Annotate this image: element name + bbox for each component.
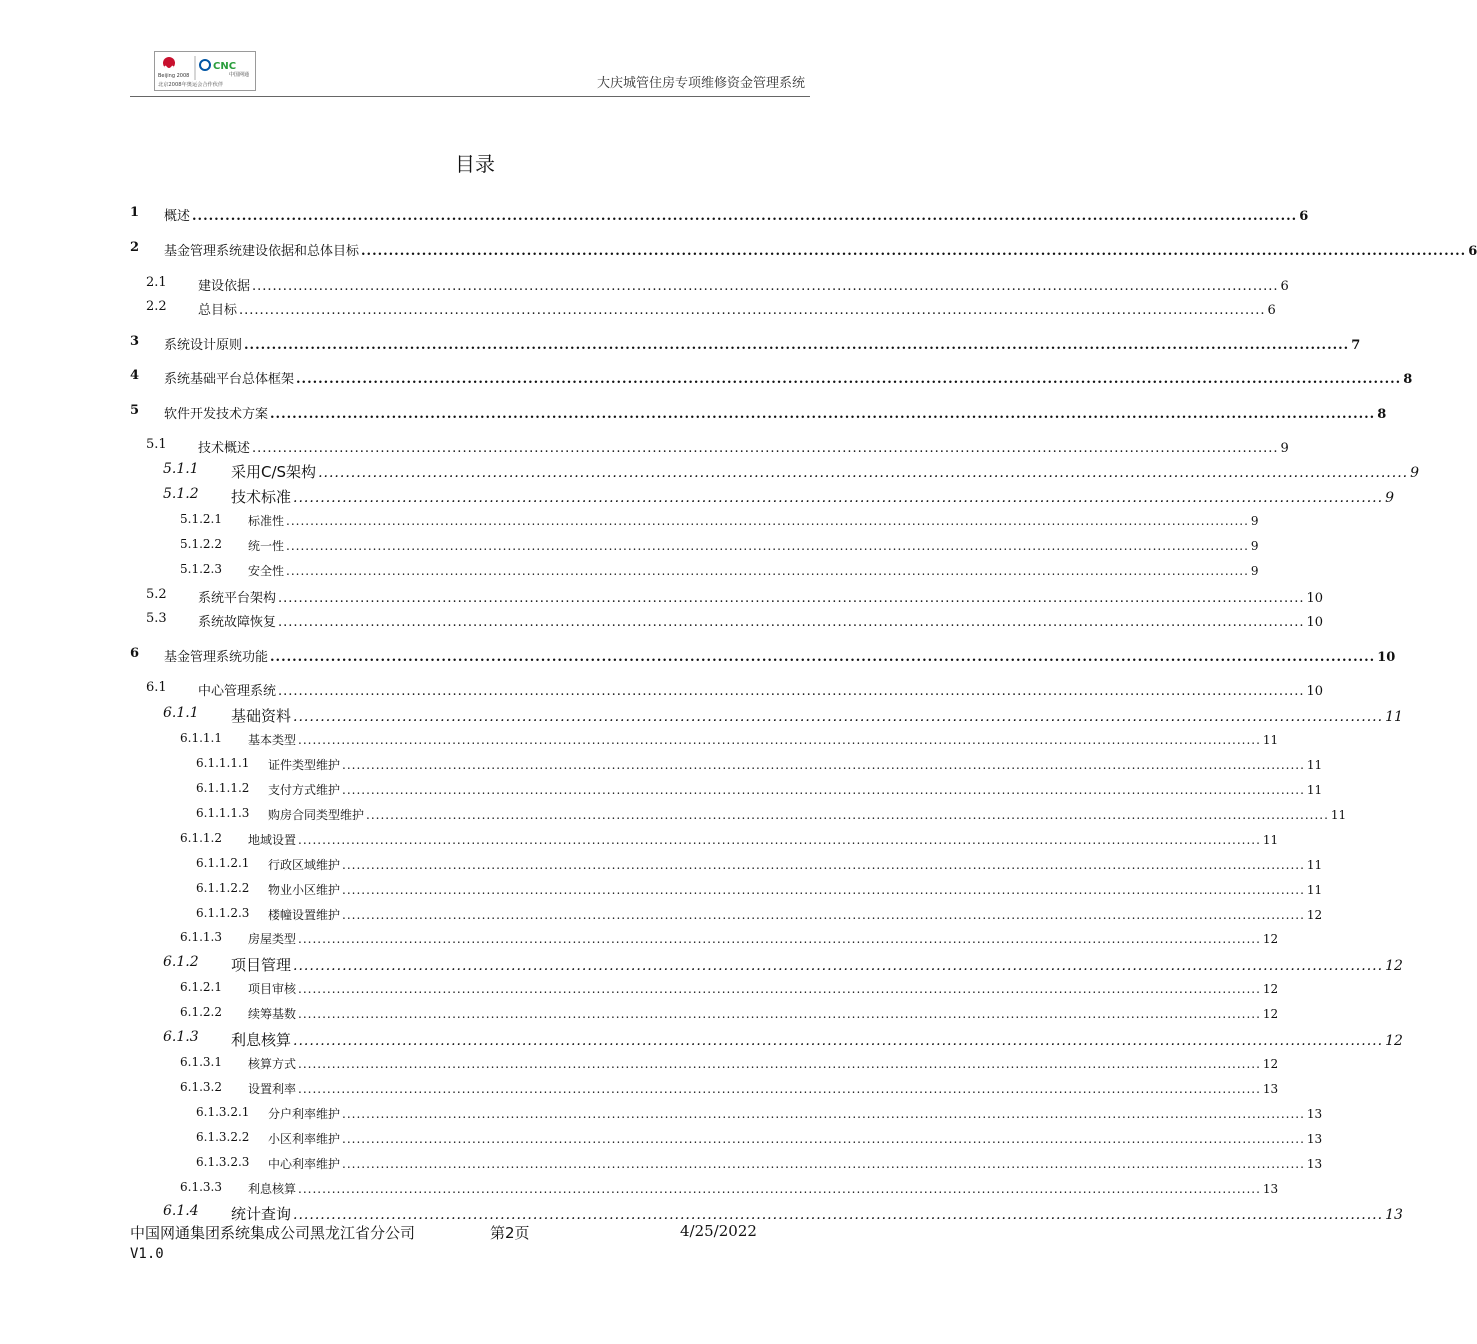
toc-entry-title: 续筹基数 bbox=[248, 1007, 297, 1021]
toc-leader-dots: ........................................................................................................................................................................................................ bbox=[298, 1082, 1261, 1096]
company-logo bbox=[154, 51, 256, 91]
toc-entry-title: 软件开发技术方案 bbox=[164, 407, 269, 422]
toc-entry-page: 13 bbox=[1306, 1107, 1323, 1121]
toc-entry-number: 6.1.3 bbox=[163, 1029, 199, 1045]
toc-leader-dots: ........................................................................................................................................................................................................ bbox=[366, 808, 1329, 822]
toc-entry-title: 总目标 bbox=[198, 303, 238, 318]
toc-entry-title: 项目审核 bbox=[248, 982, 297, 996]
toc-entry-number: 6.1.1.2 bbox=[180, 831, 222, 845]
toc-entry-page: 12 bbox=[1385, 1033, 1403, 1049]
toc-entry-title: 系统基础平台总体框架 bbox=[164, 372, 295, 387]
toc-entry-title: 设置利率 bbox=[248, 1082, 297, 1096]
toc-entry-page: 11 bbox=[1306, 758, 1323, 772]
toc-entry-number: 5.2 bbox=[146, 587, 167, 602]
toc-leader-dots: ........................................................................................................................................................................................................ bbox=[298, 1182, 1261, 1196]
toc-entry-title: 采用C/S架构 bbox=[231, 463, 317, 481]
toc-entry-number: 1 bbox=[130, 205, 140, 220]
header-title: 大庆城管住房专项维修资金管理系统 bbox=[596, 76, 805, 91]
toc-leader-dots: ........................................................................................................................................................................................................ bbox=[296, 372, 1402, 387]
toc-entry-number: 5.1.2.3 bbox=[180, 562, 222, 576]
toc-entry-page: 12 bbox=[1262, 1007, 1279, 1021]
toc-entry-number: 2.2 bbox=[146, 299, 167, 314]
toc-entry-title: 利息核算 bbox=[231, 1031, 292, 1049]
toc-leader-dots: ........................................................................................................................................................................................................ bbox=[293, 490, 1384, 506]
toc-leader-dots: ........................................................................................................................................................................................................ bbox=[293, 709, 1384, 725]
toc-leader-dots: ........................................................................................................................................................................................................ bbox=[298, 932, 1261, 946]
toc-entry-page: 11 bbox=[1262, 833, 1279, 847]
toc-entry-title: 统一性 bbox=[248, 539, 285, 553]
toc-entry-number: 6.1.1.1.2 bbox=[196, 781, 250, 795]
toc-entry-page: 6 bbox=[1280, 279, 1289, 294]
toc-entry-title: 核算方式 bbox=[248, 1057, 297, 1071]
toc-entry-page: 9 bbox=[1250, 514, 1259, 528]
logo-text-beijing: Beijing 2008 bbox=[158, 73, 190, 79]
page-title: 目录 bbox=[455, 152, 495, 176]
toc-entry-number: 6.1.2 bbox=[163, 954, 199, 970]
toc-leader-dots: ........................................................................................................................................................................................................ bbox=[342, 1157, 1305, 1171]
toc-entry-title: 统计查询 bbox=[231, 1205, 292, 1223]
toc-leader-dots: ........................................................................................................................................................................................................ bbox=[342, 883, 1305, 897]
toc-leader-dots: ........................................................................................................................................................................................................ bbox=[298, 733, 1261, 747]
toc-entry-page: 10 bbox=[1306, 591, 1324, 606]
toc-entry-number: 6.1.3.1 bbox=[180, 1055, 222, 1069]
toc-entry-title: 支付方式维护 bbox=[268, 783, 341, 797]
toc-entry-page: 9 bbox=[1250, 539, 1259, 553]
toc-leader-dots: ........................................................................................................................................................................................................ bbox=[298, 833, 1261, 847]
toc-entry-title: 楼幢设置维护 bbox=[268, 908, 341, 922]
toc-entry-title: 小区利率维护 bbox=[268, 1132, 341, 1146]
toc-entry-title: 系统设计原则 bbox=[164, 338, 243, 353]
toc-entry-number: 6.1.1.2.2 bbox=[196, 881, 250, 895]
toc-entry-title: 基金管理系统建设依据和总体目标 bbox=[164, 244, 360, 259]
footer-date: 4/25/2022 bbox=[680, 1222, 757, 1240]
toc-leader-dots: ........................................................................................................................................................................................................ bbox=[270, 407, 1376, 422]
toc-entry-page: 9 bbox=[1410, 465, 1420, 481]
toc-entry-title: 地域设置 bbox=[248, 833, 297, 847]
toc-entry-page: 11 bbox=[1306, 858, 1323, 872]
toc-entry-number: 5.1.2.2 bbox=[180, 537, 222, 551]
toc-entry-page: 8 bbox=[1403, 372, 1413, 387]
toc-leader-dots: ........................................................................................................................................................................................................ bbox=[342, 858, 1305, 872]
toc-leader-dots: ........................................................................................................................................................................................................ bbox=[286, 514, 1249, 528]
toc-entry-page: 13 bbox=[1262, 1182, 1279, 1196]
toc-leader-dots: ........................................................................................................................................................................................................ bbox=[298, 982, 1261, 996]
toc-leader-dots: ........................................................................................................................................................................................................ bbox=[244, 338, 1350, 353]
toc-entry-number: 6.1.3.2.2 bbox=[196, 1130, 250, 1144]
toc-entry-page: 7 bbox=[1351, 338, 1361, 353]
toc-entry-number: 6.1.3.2.3 bbox=[196, 1155, 250, 1169]
logo-caption: 北京2008年奥运会合作伙伴 bbox=[158, 82, 224, 88]
toc-entry-page: 12 bbox=[1262, 982, 1279, 996]
toc-leader-dots: ........................................................................................................................................................................................................ bbox=[342, 1107, 1305, 1121]
toc-entry-number: 6.1.2.2 bbox=[180, 1005, 222, 1019]
toc-entry-page: 9 bbox=[1280, 441, 1289, 456]
toc-entry-number: 6.1 bbox=[146, 680, 167, 695]
toc-leader-dots: ........................................................................................................................................................................................................ bbox=[293, 1033, 1384, 1049]
toc-leader-dots: ........................................................................................................................................................................................................ bbox=[192, 209, 1298, 224]
toc-entry-title: 技术概述 bbox=[198, 441, 251, 456]
toc-entry-title: 基本类型 bbox=[248, 733, 297, 747]
toc-entry-title: 建设依据 bbox=[198, 279, 251, 294]
toc-entry-number: 4 bbox=[130, 368, 140, 383]
toc-entry-title: 房屋类型 bbox=[248, 932, 297, 946]
toc-entry-number: 6.1.1.1 bbox=[180, 731, 222, 745]
toc-leader-dots: ........................................................................................................................................................................................................ bbox=[298, 1007, 1261, 1021]
toc-entry-page: 13 bbox=[1385, 1207, 1403, 1223]
toc-entry-number: 5.1 bbox=[146, 437, 167, 452]
toc-entry-title: 基础资料 bbox=[231, 707, 292, 725]
toc-leader-dots: ........................................................................................................................................................................................................ bbox=[239, 303, 1266, 318]
toc-entry-page: 12 bbox=[1306, 908, 1323, 922]
toc-entry-number: 6.1.1 bbox=[163, 705, 199, 721]
toc-leader-dots: ........................................................................................................................................................................................................ bbox=[342, 908, 1305, 922]
toc-leader-dots: ........................................................................................................................................................................................................ bbox=[342, 1132, 1305, 1146]
toc-entry-page: 9 bbox=[1250, 564, 1259, 578]
toc-entry-title: 中心管理系统 bbox=[198, 684, 277, 699]
toc-entry-number: 5.3 bbox=[146, 611, 167, 626]
toc-leader-dots: ........................................................................................................................................................................................................ bbox=[361, 244, 1467, 259]
toc-leader-dots: ........................................................................................................................................................................................................ bbox=[252, 279, 1279, 294]
toc-leader-dots: ........................................................................................................................................................................................................ bbox=[286, 564, 1249, 578]
toc-entry-title: 证件类型维护 bbox=[268, 758, 341, 772]
toc-entry-page: 6 bbox=[1468, 244, 1477, 259]
logo-text-cn: 中国网通 bbox=[229, 72, 250, 78]
toc-entry-number: 5.1.2 bbox=[163, 486, 199, 502]
toc-entry-page: 12 bbox=[1385, 958, 1403, 974]
header-divider bbox=[130, 96, 810, 97]
toc-entry-title: 分户利率维护 bbox=[268, 1107, 341, 1121]
toc-entry-number: 6 bbox=[130, 646, 140, 661]
toc-leader-dots: ........................................................................................................................................................................................................ bbox=[342, 783, 1305, 797]
toc-entry-page: 11 bbox=[1385, 709, 1403, 725]
toc-entry-page: 11 bbox=[1306, 783, 1323, 797]
toc-leader-dots: ........................................................................................................................................................................................................ bbox=[278, 591, 1305, 606]
toc-entry-page: 13 bbox=[1262, 1082, 1279, 1096]
toc-entry-number: 5.1.2.1 bbox=[180, 512, 222, 526]
toc-entry-title: 行政区域维护 bbox=[268, 858, 341, 872]
toc-entry-page: 12 bbox=[1262, 1057, 1279, 1071]
toc-entry-number: 6.1.3.2 bbox=[180, 1080, 222, 1094]
toc-entry-number: 3 bbox=[130, 334, 140, 349]
footer-company: 中国网通集团系统集成公司黑龙江省分公司 bbox=[130, 1224, 416, 1242]
toc-entry-title: 中心利率维护 bbox=[268, 1157, 341, 1171]
toc-entry-page: 12 bbox=[1262, 932, 1279, 946]
toc-entry-page: 8 bbox=[1377, 407, 1387, 422]
toc-entry-title: 概述 bbox=[164, 209, 191, 224]
toc-leader-dots: ........................................................................................................................................................................................................ bbox=[278, 615, 1305, 630]
logo-text-cnc: CNC bbox=[213, 61, 237, 72]
toc-leader-dots: ........................................................................................................................................................................................................ bbox=[318, 465, 1409, 481]
toc-entry-title: 项目管理 bbox=[231, 956, 292, 974]
toc-entry-title: 安全性 bbox=[248, 564, 285, 578]
toc-entry-page: 6 bbox=[1299, 209, 1309, 224]
toc-leader-dots: ........................................................................................................................................................................................................ bbox=[342, 758, 1305, 772]
toc-entry-page: 10 bbox=[1306, 615, 1324, 630]
toc-entry-number: 5.1.1 bbox=[163, 461, 199, 477]
toc-leader-dots: ........................................................................................................................................................................................................ bbox=[298, 1057, 1261, 1071]
toc-entry-number: 6.1.1.1.3 bbox=[196, 806, 250, 820]
toc-entry-number: 2 bbox=[130, 240, 140, 255]
toc-entry-page: 11 bbox=[1330, 808, 1347, 822]
toc-entry-number: 6.1.1.2.3 bbox=[196, 906, 250, 920]
toc-entry-number: 6.1.3.2.1 bbox=[196, 1105, 250, 1119]
toc-entry-number: 6.1.4 bbox=[163, 1203, 199, 1219]
footer-page-number: 第2页 bbox=[490, 1224, 530, 1242]
toc-entry-number: 6.1.2.1 bbox=[180, 980, 222, 994]
toc-entry-title: 物业小区维护 bbox=[268, 883, 341, 897]
toc-entry-page: 11 bbox=[1306, 883, 1323, 897]
toc-leader-dots: ........................................................................................................................................................................................................ bbox=[286, 539, 1249, 553]
footer-version: V1.0 bbox=[130, 1246, 164, 1262]
toc-entry-number: 2.1 bbox=[146, 275, 167, 290]
toc-entry-title: 系统故障恢复 bbox=[198, 615, 277, 630]
toc-entry-page: 13 bbox=[1306, 1132, 1323, 1146]
toc-entry-page: 11 bbox=[1262, 733, 1279, 747]
toc-entry-number: 6.1.1.1.1 bbox=[196, 756, 250, 770]
toc-leader-dots: ........................................................................................................................................................................................................ bbox=[293, 958, 1384, 974]
toc-entry-title: 利息核算 bbox=[248, 1182, 297, 1196]
toc-entry-title: 购房合同类型维护 bbox=[268, 808, 365, 822]
toc-leader-dots: ........................................................................................................................................................................................................ bbox=[293, 1207, 1384, 1223]
toc-entry-page: 6 bbox=[1267, 303, 1276, 318]
toc-entry-number: 6.1.1.2.1 bbox=[196, 856, 250, 870]
toc-entry-page: 13 bbox=[1306, 1157, 1323, 1171]
toc-entry-page: 10 bbox=[1306, 684, 1324, 699]
toc-entry-title: 基金管理系统功能 bbox=[164, 650, 269, 665]
toc-entry-number: 5 bbox=[130, 403, 140, 418]
toc-leader-dots: ........................................................................................................................................................................................................ bbox=[270, 650, 1376, 665]
toc-entry-number: 6.1.3.3 bbox=[180, 1180, 222, 1194]
toc-entry-title: 系统平台架构 bbox=[198, 591, 277, 606]
toc-entry-title: 标准性 bbox=[248, 514, 285, 528]
toc-leader-dots: ........................................................................................................................................................................................................ bbox=[278, 684, 1305, 699]
toc-entry-number: 6.1.1.3 bbox=[180, 930, 222, 944]
toc-entry-title: 技术标准 bbox=[231, 488, 292, 506]
toc-leader-dots: ........................................................................................................................................................................................................ bbox=[252, 441, 1279, 456]
toc-entry-page: 10 bbox=[1377, 650, 1396, 665]
toc-entry-page: 9 bbox=[1385, 490, 1394, 506]
